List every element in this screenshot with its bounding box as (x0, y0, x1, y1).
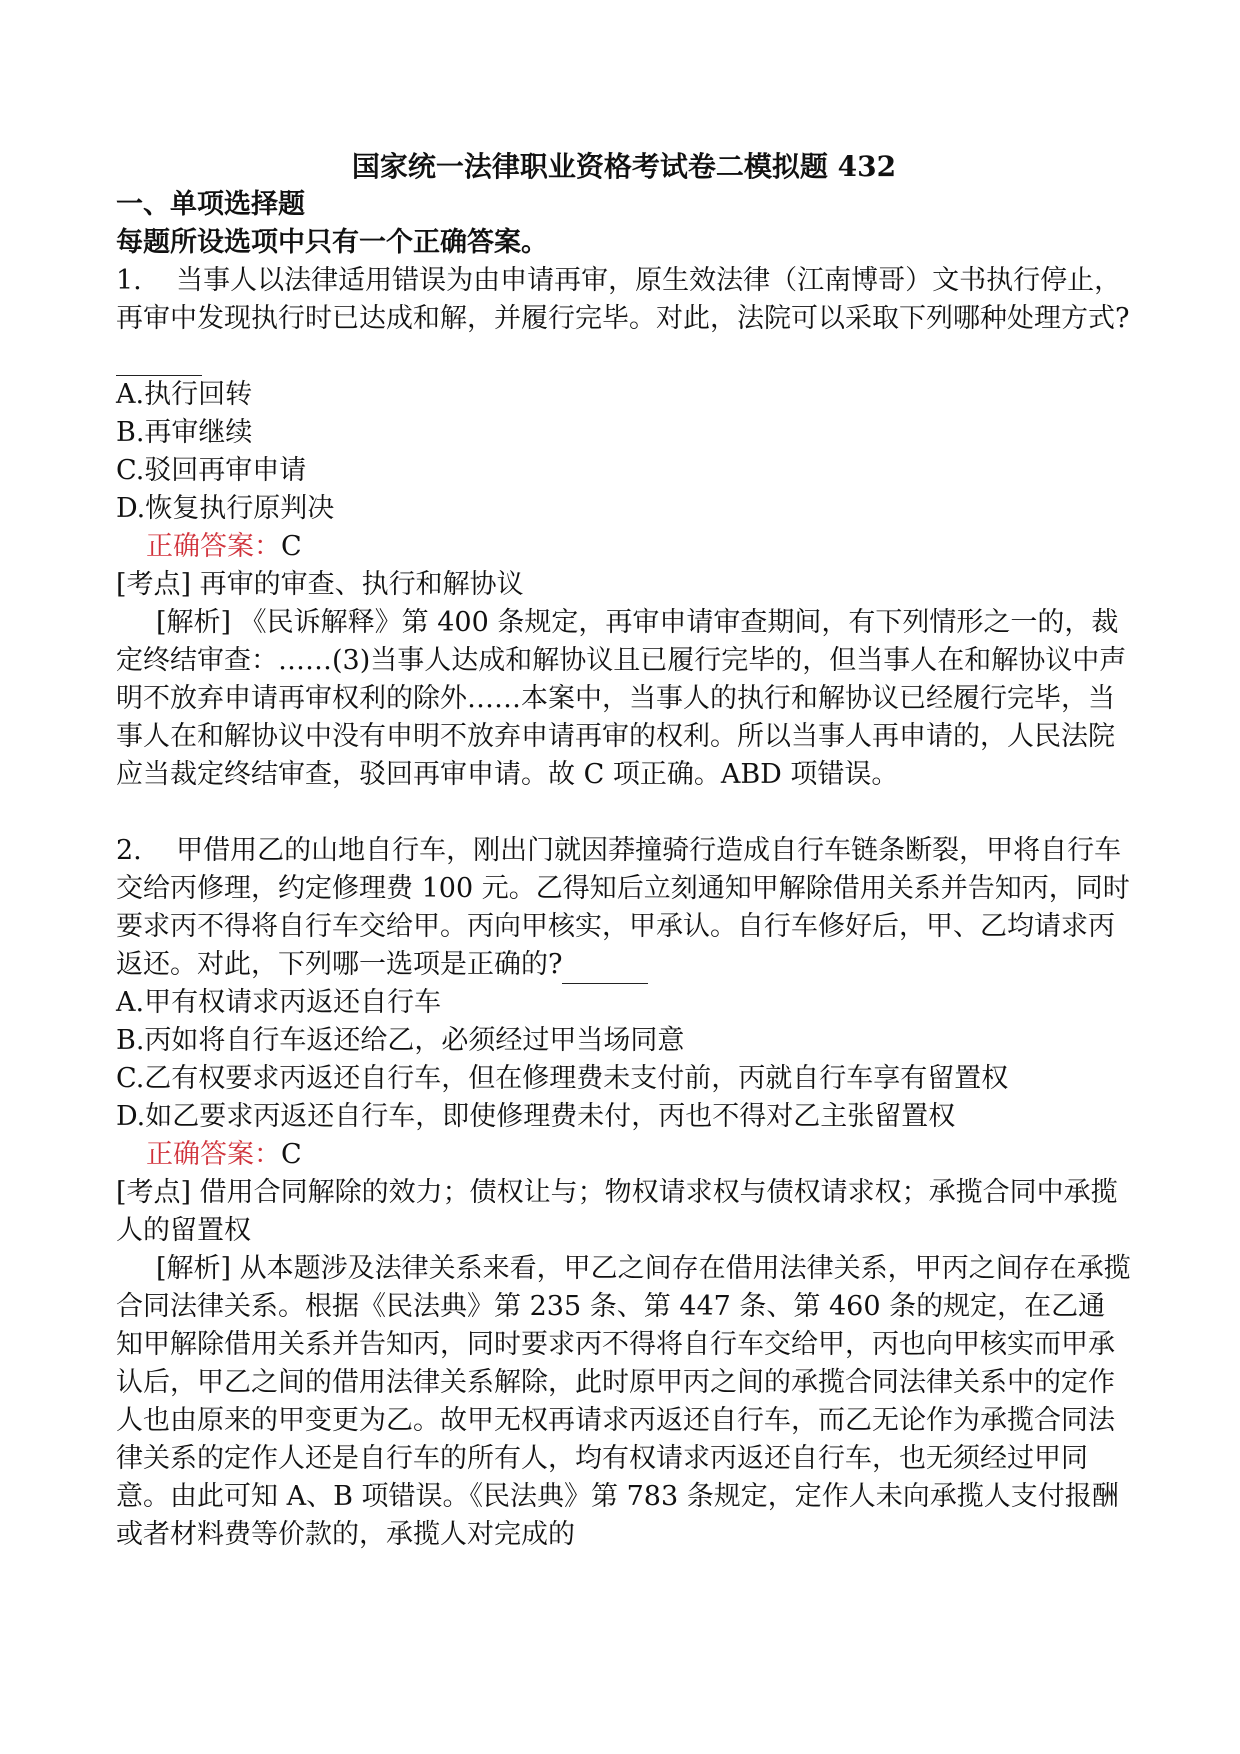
correct-answer (116, 528, 1132, 566)
option-c: C.乙有权要求丙返还自行车，但在修理费未支付前，丙就自行车享有留置权 (116, 1063, 1009, 1094)
answer-value: C (281, 531, 302, 562)
option-d: D.如乙要求丙返还自行车，即使修理费未付，丙也不得对乙主张留置权 (116, 1101, 956, 1132)
answer-label: 正确答案： (146, 1139, 281, 1170)
exam-point: [考点] 借用合同解除的效力；债权让与；物权请求权与债权请求权；承揽合同中承揽人的留置权 (116, 1177, 1118, 1246)
exam-point: [考点] 再审的审查、执行和解协议 (116, 569, 524, 600)
option-a: A.执行回转 (116, 379, 253, 410)
correct-answer (116, 1136, 1132, 1174)
section-heading: 一、单项选择题 (116, 189, 305, 220)
spacer (116, 794, 1132, 832)
explanation: [解析] 《民诉解释》第 400 条规定，再审申请审查期间，有下列情形之一的，裁定终结审查：……(3)当事人达成和解协议且已履行完毕的，但当事人在和解协议中声明不放弃申请再审权利的除外……本案中，当事人的执行和解协议已经履行完毕，当事人在和解协议中没有申明不放弃申请再审的权利。所以当事人再申请的，人民法院应当裁定终结审查，驳回再审申请。故 C 项正确。ABD 项错误。 (116, 607, 1127, 790)
question-number: 1. (116, 265, 142, 296)
document-page (116, 148, 1132, 1554)
option-b: B.再审继续 (116, 417, 253, 448)
question-number: 2. (116, 835, 142, 866)
question-text: 当事人以法律适用错误为由申请再审，原生效法律（江南博哥）文书执行停止，再审中发现执行时已达成和解，并履行完毕。对此，法院可以采取下列哪种处理方式? (116, 265, 1130, 334)
answer-blank (116, 349, 202, 376)
explanation: [解析] 从本题涉及法律关系来看，甲乙之间存在借用法律关系，甲丙之间存在承揽合同法律关系。根据《民法典》第 235 条、第 447 条、第 460 条的规定，在乙通知甲解除借用关系并告知丙，同时要求丙不得将自行车交给甲，丙也向甲核实而甲承认后，甲乙之间的借用法律关系解除，此时原甲丙之间的承揽合同法律关系中的定作人也由原来的甲变更为乙。故甲无权再请求丙返还自行车，而乙无论作为承揽合同法律关系的定作人还是自行车的所有人，均有权请求丙返还自行车，也无须经过甲同意。由此可知 A、B 项错误。《民法典》第 783 条规定，定作人未向承揽人支付报酬或者材料费等价款的，承揽人对完成的 (116, 1253, 1131, 1550)
document-title: 国家统一法律职业资格考试卷二模拟题 432 (351, 150, 897, 183)
section-instruction: 每题所设选项中只有一个正确答案。 (116, 227, 548, 258)
question-text: 甲借用乙的山地自行车，刚出门就因莽撞骑行造成自行车链条断裂，甲将自行车交给丙修理，约定修理费 100 元。乙得知后立刻通知甲解除借用关系并告知丙，同时要求丙不得将自行车交给甲。丙向甲核实，甲承认。自行车修好后，甲、乙均请求丙返还。对此，下列哪一选项是正确的? (116, 835, 1130, 980)
question-2 (116, 832, 1132, 1554)
option-a: A.甲有权请求丙返还自行车 (116, 987, 442, 1018)
answer-blank (562, 957, 648, 984)
question-stem (116, 832, 1132, 984)
option-c: C.驳回再审申请 (116, 455, 307, 486)
option-d: D.恢复执行原判决 (116, 493, 335, 524)
option-b: B.丙如将自行车返还给乙，必须经过甲当场同意 (116, 1025, 685, 1056)
question-stem (116, 262, 1132, 376)
answer-label: 正确答案： (146, 531, 281, 562)
question-1 (116, 262, 1132, 794)
answer-value: C (281, 1139, 302, 1170)
